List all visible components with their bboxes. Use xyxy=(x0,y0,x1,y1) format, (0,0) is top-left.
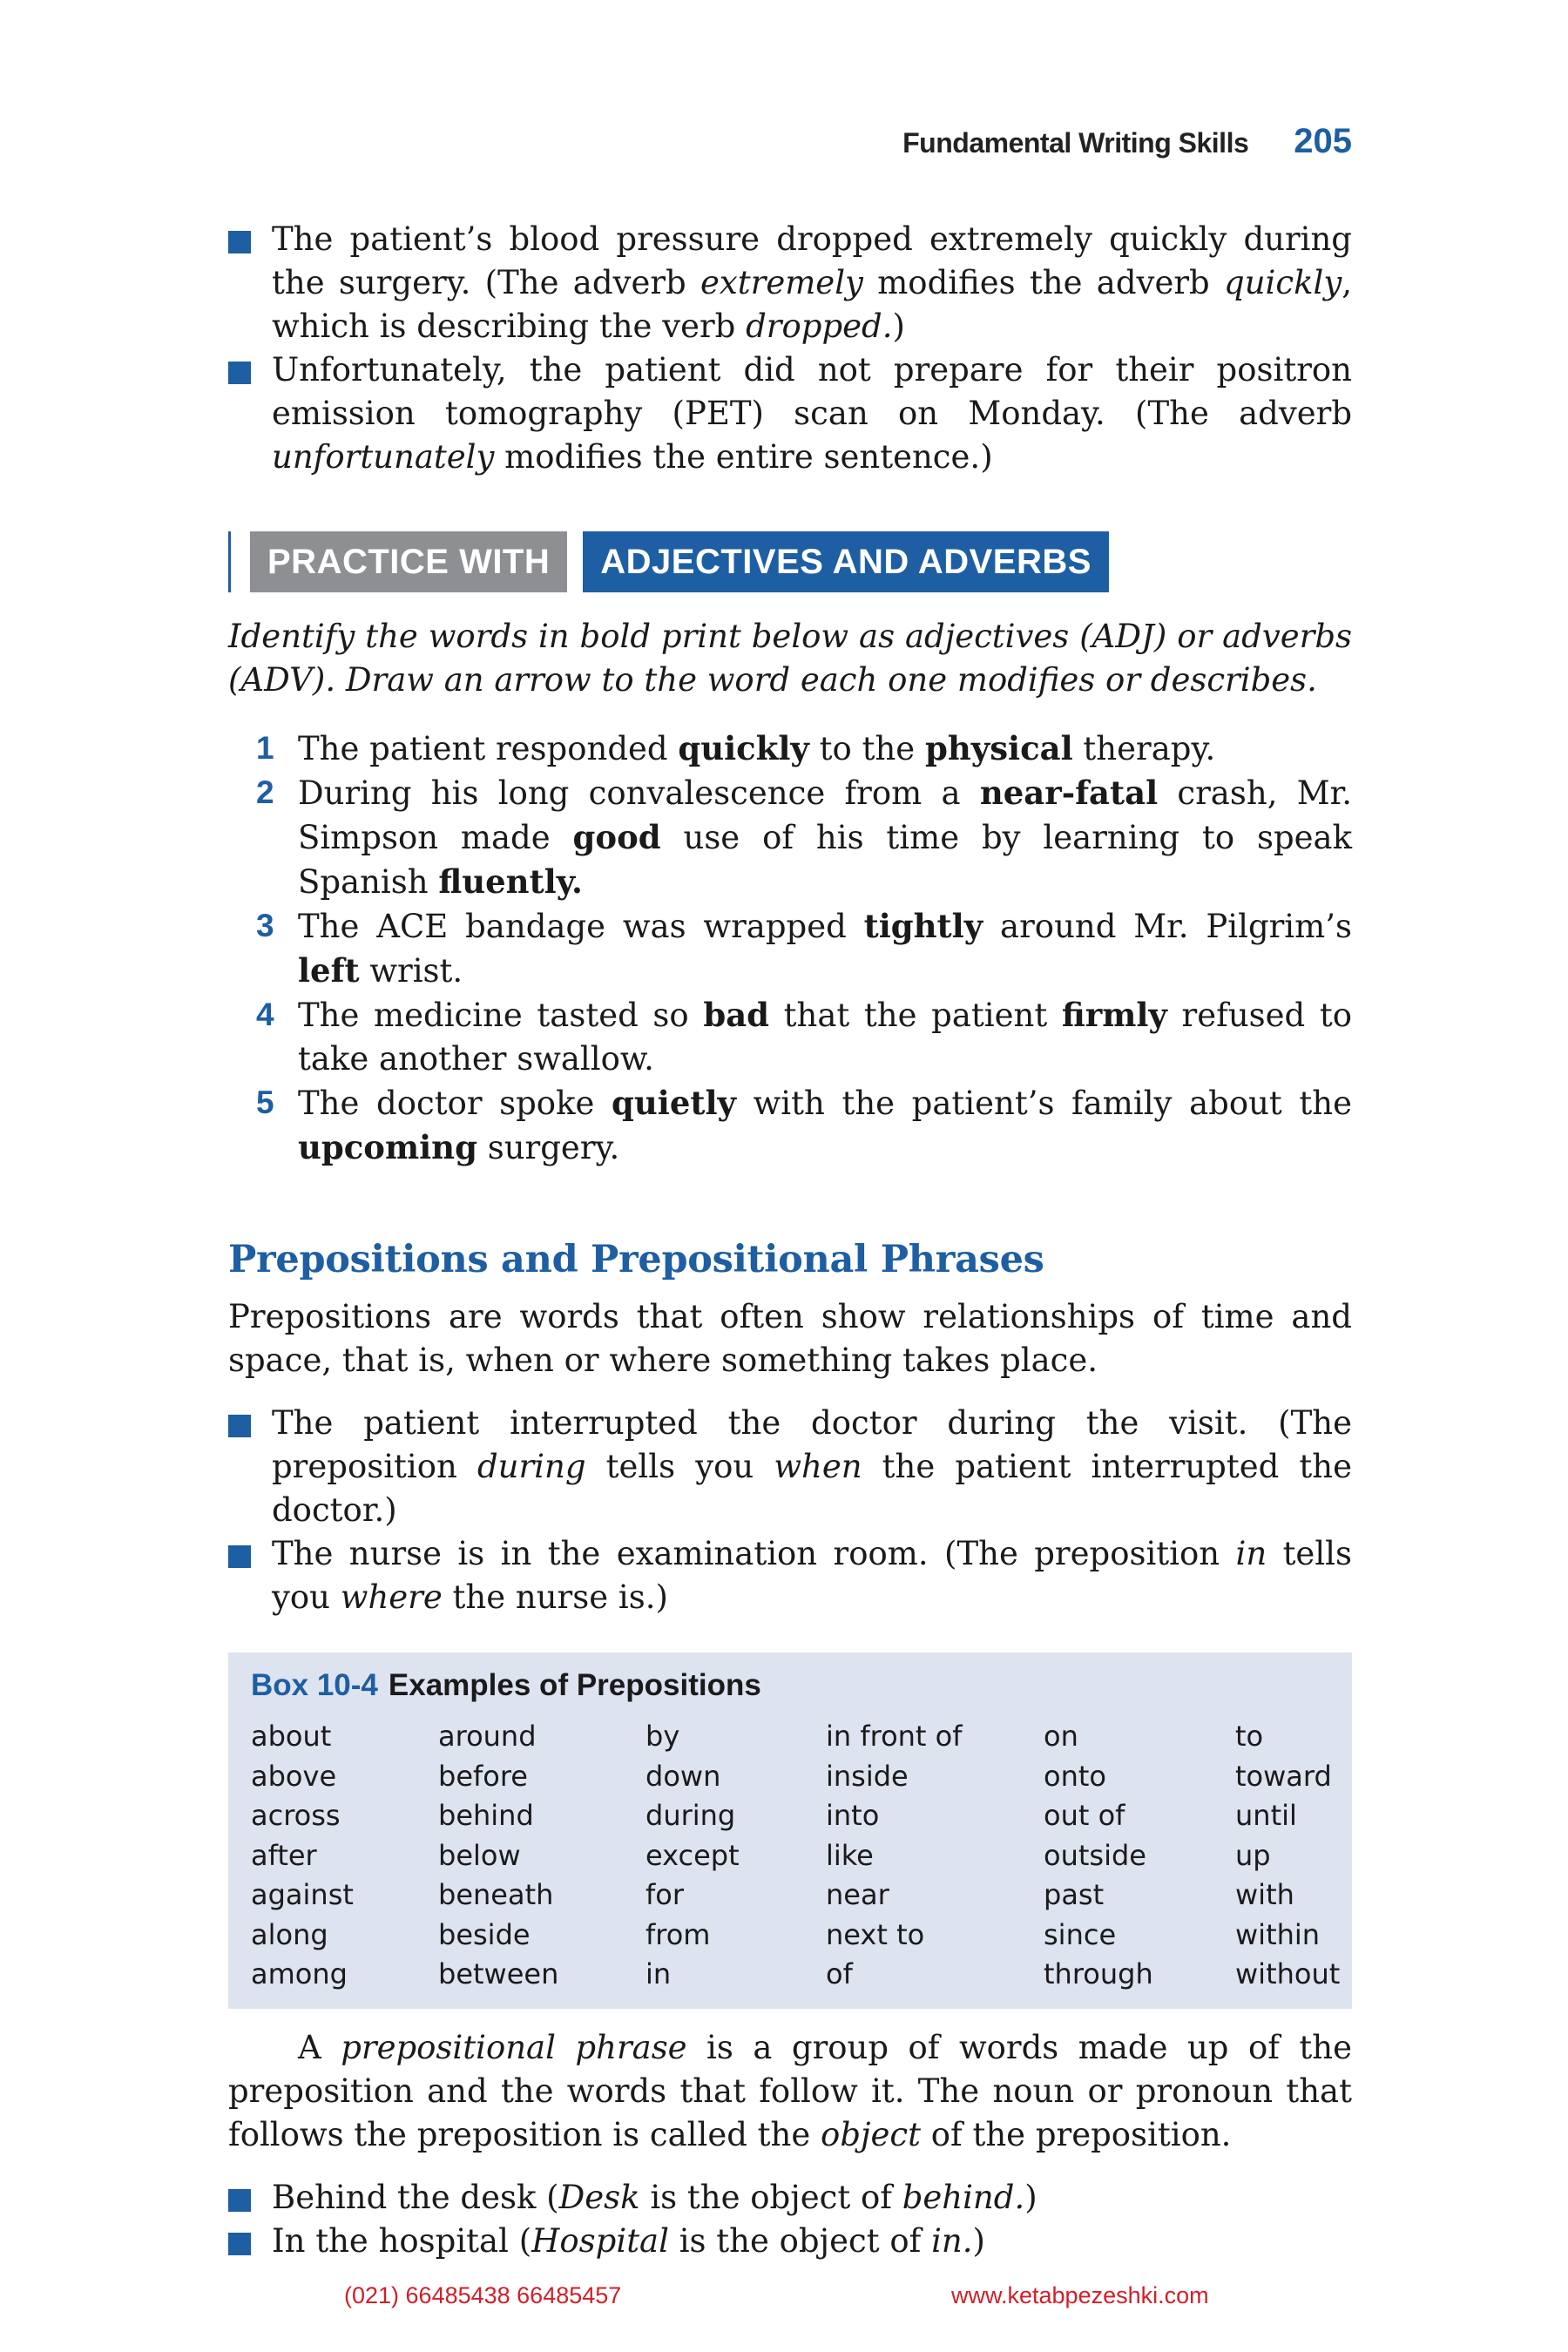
preposition-examples-list xyxy=(228,1402,1352,1619)
page-header xyxy=(902,122,1352,161)
phrase-examples-list xyxy=(228,2176,1352,2263)
preposition-word: until xyxy=(1235,1799,1297,1832)
practice-item: 3 The ACE bandage was wrapped tightly around Mr. Pilgrim’s left wrist. xyxy=(256,907,1352,990)
preposition-word: of xyxy=(826,1957,853,1990)
preposition-word: through xyxy=(1044,1957,1153,1990)
prepositions-intro: Prepositions are words that often show relationships of time and space, that is, when or where something takes place. xyxy=(228,1298,1352,1379)
preposition-column xyxy=(1235,1717,1340,1995)
preposition-word: out of xyxy=(1044,1799,1125,1832)
preposition-grid xyxy=(251,1717,1341,1995)
running-title: Fundamental Writing Skills xyxy=(902,127,1249,159)
footer-website: www.ketabpezeshki.com xyxy=(951,2282,1209,2308)
preposition-word: beneath xyxy=(438,1878,554,1911)
preposition-word: on xyxy=(1044,1720,1078,1753)
preposition-word: among xyxy=(251,1957,348,1990)
preposition-column xyxy=(438,1717,645,1995)
preposition-word: with xyxy=(1235,1878,1294,1911)
prepositional-phrase-paragraph: A prepositional phrase is a group of words made up of the preposition and the words that follow it. The noun or pronoun that follows the preposition is called the object of the preposition. xyxy=(228,2028,1352,2153)
page-content xyxy=(228,218,1352,2263)
practice-items xyxy=(228,727,1352,1170)
preposition-word: around xyxy=(438,1720,537,1753)
list-item: The patient interrupted the doctor during the visit. (The preposition during tells you when the patient interrupted the doctor.) xyxy=(228,1402,1352,1532)
preposition-word: toward xyxy=(1235,1759,1332,1793)
preposition-word: inside xyxy=(826,1759,909,1793)
preposition-word: within xyxy=(1235,1917,1321,1951)
preposition-word: beside xyxy=(438,1917,531,1951)
preposition-column xyxy=(826,1717,1044,1995)
preposition-word: like xyxy=(826,1838,874,1872)
practice-item: 2 During his long convalescence from a near-fatal crash, Mr. Simpson made good use of his time by learning to speak Spanish fluently. xyxy=(256,774,1353,901)
preposition-word: into xyxy=(826,1799,880,1832)
practice-item: 1 The patient responded quickly to the physical therapy. xyxy=(256,729,1216,767)
practice-instructions: Identify the words in bold print below as adjectives (ADJ) or adverbs (ADV). Draw an arrow to the word each one modifies or describes. xyxy=(228,618,1352,699)
preposition-word: during xyxy=(645,1799,736,1832)
preposition-column xyxy=(645,1717,826,1995)
adverb-examples-list xyxy=(228,218,1352,479)
preposition-column xyxy=(1044,1717,1235,1995)
practice-banner-label: PRACTICE WITH xyxy=(250,531,567,592)
practice-banner-topic: ADJECTIVES AND ADVERBS xyxy=(583,531,1109,592)
preposition-word: behind xyxy=(438,1799,534,1832)
preposition-word: for xyxy=(645,1878,684,1911)
list-item: Behind the desk (Desk is the object of behind.) xyxy=(228,2176,1352,2220)
page-number: 205 xyxy=(1294,122,1352,160)
preposition-word: to xyxy=(1235,1720,1264,1753)
banner-rule xyxy=(228,531,231,592)
preposition-word: up xyxy=(1235,1838,1271,1872)
box-heading: Examples of Prepositions xyxy=(388,1668,761,1702)
footer-phone: (021) 66485438 66485457 xyxy=(344,2282,622,2308)
preposition-word: along xyxy=(251,1917,328,1951)
preposition-word: past xyxy=(1044,1878,1105,1911)
preposition-word: between xyxy=(438,1957,559,1990)
preposition-column xyxy=(251,1717,438,1995)
preposition-word: since xyxy=(1044,1917,1117,1951)
preposition-word: in front of xyxy=(826,1720,963,1753)
section-heading: Prepositions and Prepositional Phrases xyxy=(228,1238,1044,1281)
box-label: Box 10-4 xyxy=(251,1668,378,1702)
preposition-word: next to xyxy=(826,1917,925,1951)
preposition-word: near xyxy=(826,1878,889,1911)
preposition-word: against xyxy=(251,1878,354,1911)
preposition-word: except xyxy=(645,1838,740,1872)
preposition-word: by xyxy=(645,1720,680,1753)
preposition-word: above xyxy=(251,1759,337,1793)
preposition-word: onto xyxy=(1044,1759,1106,1793)
practice-banner xyxy=(228,531,1352,592)
preposition-word: before xyxy=(438,1759,528,1793)
list-item: The patient’s blood pressure dropped extremely quickly during the surgery. (The adverb extremely modifies the adverb quickly, which is describing the verb dropped.) xyxy=(228,218,1352,348)
list-item: In the hospital (Hospital is the object of in.) xyxy=(228,2220,1352,2263)
preposition-word: below xyxy=(438,1838,521,1872)
practice-item: 5 The doctor spoke quietly with the patient’s family about the upcoming surgery. xyxy=(256,1084,1352,1166)
preposition-word: across xyxy=(251,1799,341,1832)
preposition-word: down xyxy=(645,1759,721,1793)
preposition-word: in xyxy=(645,1957,672,1990)
list-item: Unfortunately, the patient did not prepare for their positron emission tomography (PET) scan on Monday. (The adverb unfortunately modifies the entire sentence.) xyxy=(228,348,1352,479)
preposition-word: about xyxy=(251,1720,332,1753)
preposition-word: without xyxy=(1235,1957,1341,1990)
box-title xyxy=(251,1668,1329,1703)
prepositions-box xyxy=(228,1652,1352,2009)
practice-item: 4 The medicine tasted so bad that the patient firmly refused to take another swallow. xyxy=(256,996,1352,1078)
preposition-word: outside xyxy=(1044,1838,1146,1872)
preposition-word: from xyxy=(645,1917,711,1951)
list-item: The nurse is in the examination room. (The preposition in tells you where the nurse is.) xyxy=(228,1532,1352,1619)
preposition-word: after xyxy=(251,1838,317,1872)
